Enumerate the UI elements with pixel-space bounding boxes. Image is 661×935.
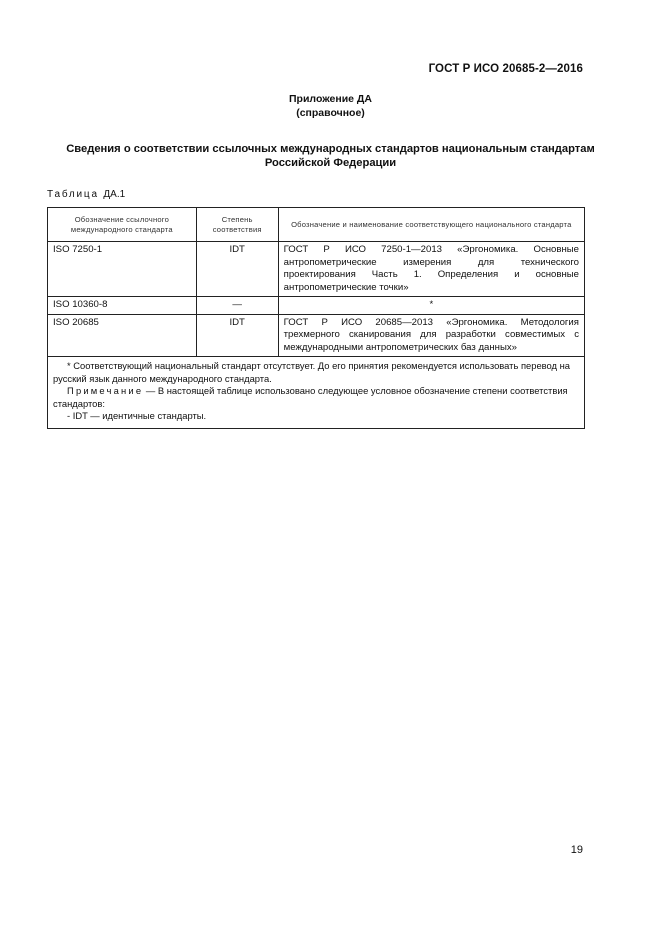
standard-code-header: ГОСТ Р ИСО 20685-2—2016 xyxy=(428,63,583,75)
national-cell: ГОСТ Р ИСО 20685—2013 «Эргономика. Методология трехмерного сканирования для разработки совместимых с международными антропометрических баз данных» xyxy=(278,314,584,357)
table-caption-number: ДА.1 xyxy=(103,189,126,200)
reference-cell: ISO 20685 xyxy=(48,314,197,357)
header-degree: Степень соответствия xyxy=(196,208,278,242)
table-notes-row xyxy=(48,357,585,429)
national-cell: ГОСТ Р ИСО 7250-1—2013 «Эргономика. Основные антропометрические измерения для технического проектирования Часть 1. Определения и основные антропометрические точки» xyxy=(278,242,584,297)
degree-cell: IDT xyxy=(196,242,278,297)
degree-cell: — xyxy=(196,297,278,315)
table-caption xyxy=(47,189,125,200)
table-header-row xyxy=(48,208,585,242)
reference-cell: ISO 10360-8 xyxy=(48,297,197,315)
annex-title: Приложение ДА xyxy=(289,93,372,105)
page-number: 19 xyxy=(570,844,583,856)
annex-heading xyxy=(0,92,661,120)
header-reference-standard: Обозначение ссылочного международного стандарта xyxy=(48,208,197,242)
note-text: — В настоящей таблице использовано следующее условное обозначение степени соответствия стандартов: xyxy=(53,385,568,409)
footnote: * Соответствующий национальный стандарт отсутствует. До его принятия рекомендуется использовать перевод на русский язык данного международного стандарта. xyxy=(53,360,571,384)
note xyxy=(53,385,579,410)
national-cell: * xyxy=(278,297,584,315)
header-national-standard: Обозначение и наименование соответствующего национального стандарта xyxy=(278,208,584,242)
table-row xyxy=(48,242,585,297)
reference-cell: ISO 7250-1 xyxy=(48,242,197,297)
note-item: - IDT — идентичные стандарты. xyxy=(67,410,207,421)
table-row xyxy=(48,297,585,315)
correspondence-table xyxy=(47,207,585,429)
degree-cell: IDT xyxy=(196,314,278,357)
note-label: Примечание xyxy=(67,385,144,396)
annex-subtitle: (справочное) xyxy=(296,107,365,119)
table-row xyxy=(48,314,585,357)
table-caption-label: Таблица xyxy=(47,189,99,200)
table-notes xyxy=(48,357,585,429)
document-title: Сведения о соответствии ссылочных международных стандартов национальным стандартам Российской Федерации xyxy=(66,143,595,169)
